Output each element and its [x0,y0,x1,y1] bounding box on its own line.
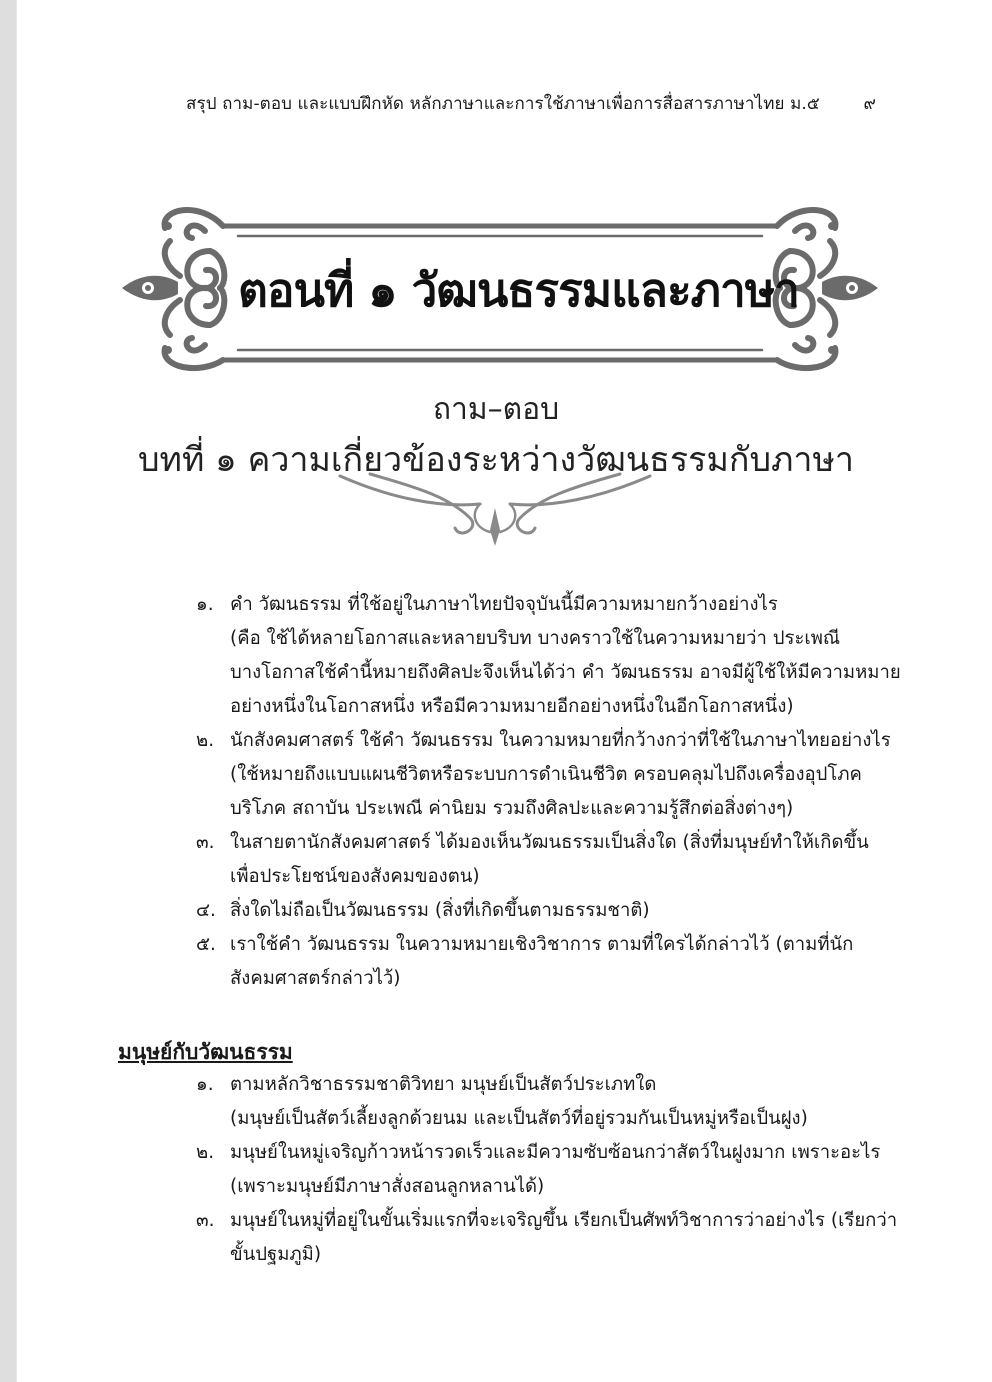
qa-item [196,894,886,928]
qa-number: ๒. [196,730,215,751]
qa-item [196,826,886,894]
qa-number: ๕. [196,934,216,955]
answer-text: ขั้นปฐมภูมิ) [230,1244,322,1265]
qa-number: ๔. [196,900,216,921]
chapter-banner [120,196,880,380]
answer-text: บางโอกาสใช้คำนี้หมายถึงศิลปะจึงเห็นได้ว่า คำ วัฒนธรรม อาจมีผู้ใช้ให้มีความหมาย [230,662,901,683]
chapter-title: ตอนที่ ๑ วัฒนธรรมและภาษา [238,263,799,317]
answer-text: (เพราะมนุษย์มีภาษาสั่งสอนลูกหลานได้) [230,1176,545,1197]
qa-list-culture [196,588,901,996]
qa-item [196,588,901,724]
answer-text: บริโภค สถาบัน ประเพณี ค่านิยม รวมถึงศิลปะและความรู้สึกต่อสิ่งต่างๆ) [230,798,794,819]
qa-number: ๓. [196,1210,215,1231]
qa-list-humans [196,1068,898,1272]
answer-text: สังคมศาสตร์กล่าวไว้) [230,968,401,989]
qa-item [196,1136,886,1204]
question-text: สิ่งใดไม่ถือเป็นวัฒนธรรม (สิ่งที่เกิดขึ้นตามธรรมชาติ) [230,900,650,921]
answer-text: (คือ ใช้ได้หลายโอกาสและหลายบริบท บางคราวใช้ในความหมายว่า ประเพณี [230,628,841,649]
page-edge-strip [0,0,17,1382]
qa-item [196,928,886,996]
running-header-title: สรุป ถาม-ตอบ และแบบฝึกหัด หลักภาษาและการใช้ภาษาเพื่อการสื่อสารภาษาไทย ม.๕ [186,94,820,114]
qa-number: ๒. [196,1142,215,1163]
subsection-heading: มนุษย์กับวัฒนธรรม [118,1040,293,1064]
section-label: ถาม–ตอบ [432,392,560,427]
question-text: นักสังคมศาสตร์ ใช้คำ วัฒนธรรม ในความหมายที่กว้างกว่าที่ใช้ในภาษาไทยอย่างไร [230,730,891,751]
question-text: เราใช้คำ วัฒนธรรม ในความหมายเชิงวิชาการ ตามที่ใครได้กล่าวไว้ (ตามที่นัก [230,934,854,955]
question-text: มนุษย์ในหมู่ที่อยู่ในขั้นเริ่มแรกที่จะเจริญขึ้น เรียกเป็นศัพท์วิชาการว่าอย่างไร (เรียกว่า [230,1210,898,1231]
answer-text: (มนุษย์เป็นสัตว์เลี้ยงลูกด้วยนม และเป็นสัตว์ที่อยู่รวมกันเป็นหมู่หรือเป็นฝูง) [230,1108,808,1129]
question-text: ในสายตานักสังคมศาสตร์ ได้มองเห็นวัฒนธรรมเป็นสิ่งใด (สิ่งที่มนุษย์ทำให้เกิดขึ้น [230,832,869,853]
answer-text: เพื่อประโยชน์ของสังคมของตน) [230,866,480,887]
qa-number: ๑. [196,594,214,615]
qa-number: ๑. [196,1074,214,1095]
qa-item [196,724,891,826]
qa-number: ๓. [196,832,215,853]
answer-text: (ใช้หมายถึงแบบแผนชีวิตหรือระบบการดำเนินชีวิต ครอบคลุมไปถึงเครื่องอุปโภค [230,764,862,785]
qa-item [196,1068,886,1136]
qa-item [196,1204,898,1272]
lesson-title: บทที่ ๑ ความเกี่ยวข้องระหว่างวัฒนธรรมกับภาษา [137,440,855,480]
running-header [186,90,876,117]
page-number: ๙ [863,94,876,114]
question-text: มนุษย์ในหมู่เจริญก้าวหน้ารวดเร็วและมีความซับซ้อนกว่าสัตว์ในฝูงมาก เพราะอะไร [230,1142,881,1163]
answer-text: อย่างหนึ่งในโอกาสหนึ่ง หรือมีความหมายอีกอย่างหนึ่งในอีกโอกาสหนึ่ง) [230,696,794,717]
question-text: ตามหลักวิชาธรรมชาติวิทยา มนุษย์เป็นสัตว์ประเภทใด [230,1074,657,1095]
flourish-divider-icon [330,468,660,548]
question-text: คำ วัฒนธรรม ที่ใช้อยู่ในภาษาไทยปัจจุบันนี้มีความหมายกว้างอย่างไร [230,594,778,615]
